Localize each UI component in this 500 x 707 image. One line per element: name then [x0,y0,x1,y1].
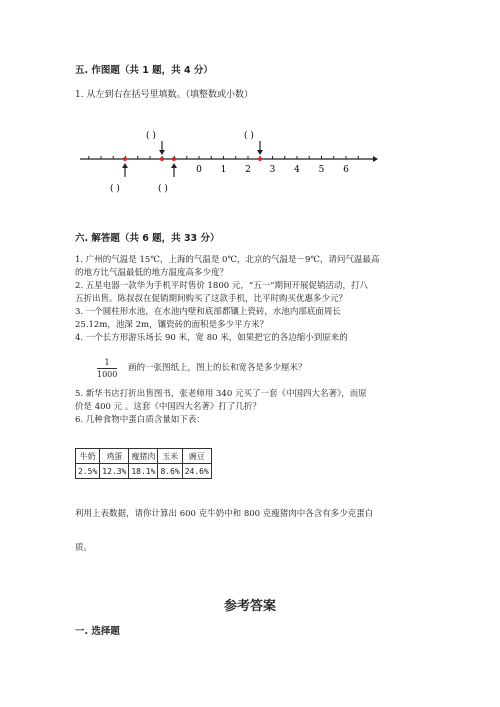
answers-subtitle: 一. 选择题 [75,626,120,637]
bracket-top-right: ( ) [244,131,254,141]
q6-line-3: 2. 五星电器一款华为手机平时售价 1800 元，“五一”期间开展促销活动，打八 [75,281,369,291]
arrow-down-left-head [159,150,165,155]
fraction [97,357,117,380]
protein-table [75,448,212,479]
point-d [258,157,262,161]
table-cell: 18.1% [129,464,158,479]
table-header-cell: 瘦猪肉 [129,449,158,464]
q6-line-8: 5. 新华书店打折出售图书，张老师用 340 元买了一套《中国四大名著》，而原 [75,389,367,399]
table-header-cell: 玉米 [158,449,182,464]
q6-line-5: 3. 一个圆柱形水池，在水池内壁和底部都镶上瓷砖，水池内部底面周长 [75,307,341,317]
table-header-cell: 豌豆 [182,449,211,464]
section6-title: 六. 解答题（共 6 题，共 33 分） [75,233,220,244]
q6-line-6: 25.12m，池深 2m，镶瓷砖的面积是多少平方米？ [75,320,269,330]
table-cell: 12.3% [100,464,129,479]
point-b [160,157,164,161]
table-cell: 8.6% [158,464,182,479]
tick-label: 6 [343,165,349,175]
table-header-cell: 鸡蛋 [100,449,129,464]
fraction-text: 画的一张图纸上，图上的长和宽各是多少厘米？ [128,363,307,373]
tick-label: 0 [196,165,202,175]
arrow-up-right-head [171,163,177,168]
q6-after-table-2: 质。 [75,543,93,553]
q6-line-1: 1. 广州的气温是 15℃，上海的气温是 0℃，北京的气温是－9℃，请问气温最高 [75,255,380,265]
table-cell: 24.6% [182,464,211,479]
tick-label: 1 [220,165,227,175]
point-c [172,157,176,161]
table-header-cell: 牛奶 [76,449,100,464]
q6-line-10: 6. 几种食物中蛋白质含量如下表： [75,415,205,425]
number-line [70,125,390,200]
arrow-up-left-head [122,163,128,168]
bracket-top-left: ( ) [146,131,156,141]
section5-title: 五. 作图题（共 1 题，共 4 分） [75,65,213,76]
fraction-numerator: 1 [97,357,117,369]
tick-label: 5 [318,165,325,175]
q6-line-9: 价是 400 元 。这套《中国四大名著》打了几折？ [75,402,261,412]
section5-question1: 1. 从左到右在括号里填数。（填整数或小数） [75,90,253,100]
q6-line-4: 五折出售。陈叔叔在促销期间购买了这款手机，比平时购买优惠多少元？ [75,294,348,304]
tick-label: 2 [245,165,251,175]
bracket-bottom-left: ( ) [110,184,120,194]
tick-label: 4 [294,165,300,175]
bracket-bottom-right: ( ) [158,184,168,194]
tick-labels [196,165,349,175]
arrow-down-right-head [257,150,263,155]
q6-line-7: 4. 一个长方形游乐场长 90 米，宽 80 米，如果把它的各边缩小到原来的 [75,333,348,343]
point-a [123,157,127,161]
answers-title: 参考答案 [223,599,276,614]
tick-label: 3 [269,165,276,175]
axis-arrow [373,156,378,162]
q6-after-table-1: 利用上表数据，请你计算出 600 克牛奶中和 800 克瘦猪肉中各含有多少克蛋白 [75,509,374,519]
table-header-row [76,449,212,464]
table-row [76,464,212,479]
table-cell: 2.5% [76,464,100,479]
fraction-denominator: 1000 [97,370,118,379]
q6-line-2: 的地方比气温最低的地方温度高多少度？ [75,268,229,278]
